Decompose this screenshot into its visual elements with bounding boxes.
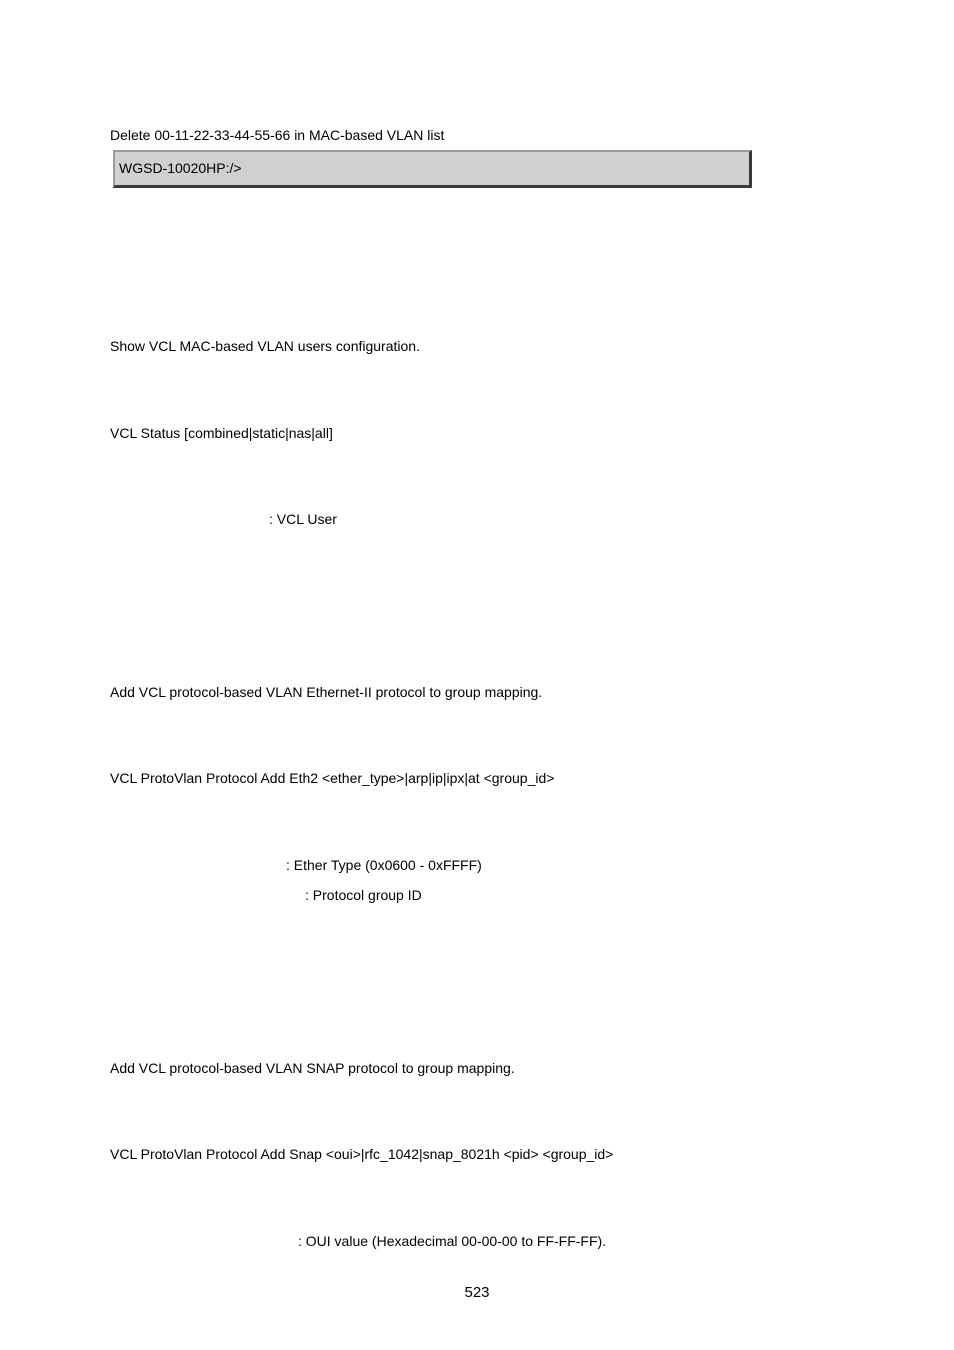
cli-prompt: WGSD-10020HP:/> (119, 160, 242, 176)
eth2-param-ether-type: : Ether Type (0x0600 - 0xFFFF) (286, 857, 482, 873)
cli-example-box (113, 150, 752, 188)
snap-param-oui: : OUI value (Hexadecimal 00-00-00 to FF-FF-FF). (298, 1233, 607, 1249)
eth2-param-group-id: : Protocol group ID (305, 887, 422, 903)
eth2-syntax: VCL ProtoVlan Protocol Add Eth2 <ether_type>|arp|ip|ipx|at <group_id> (110, 770, 555, 786)
vcl-status-param-user: : VCL User (269, 511, 337, 527)
snap-syntax: VCL ProtoVlan Protocol Add Snap <oui>|rfc_1042|snap_8021h <pid> <group_id> (110, 1146, 614, 1162)
snap-description: Add VCL protocol-based VLAN SNAP protocol to group mapping. (110, 1060, 515, 1076)
eth2-description: Add VCL protocol-based VLAN Ethernet-II protocol to group mapping. (110, 684, 543, 700)
vcl-status-syntax: VCL Status [combined|static|nas|all] (110, 425, 333, 441)
page-number: 523 (464, 1284, 490, 1301)
vcl-status-description: Show VCL MAC-based VLAN users configuration. (110, 338, 420, 354)
example-caption: Delete 00-11-22-33-44-55-66 in MAC-based VLAN list (110, 127, 445, 143)
